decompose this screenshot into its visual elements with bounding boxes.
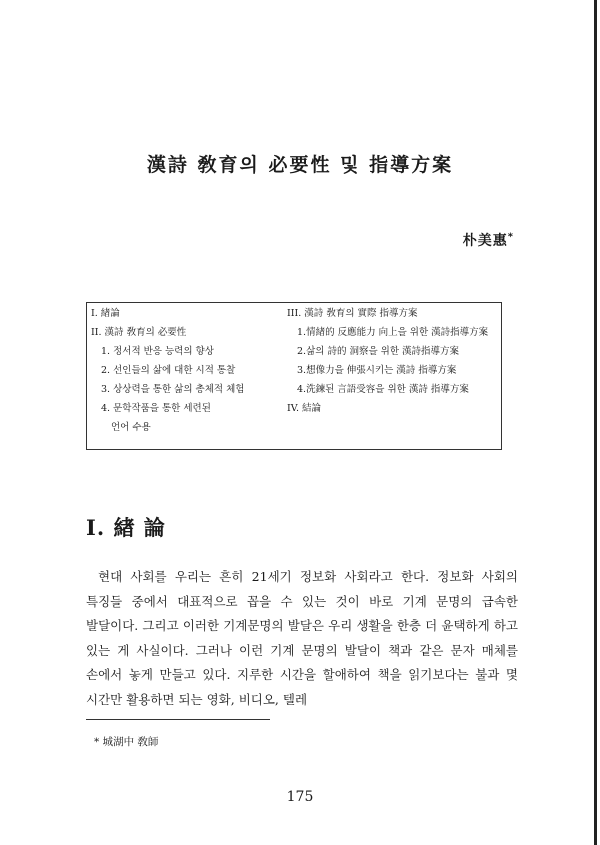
toc-item: 1. 정서적 반응 능력의 향상: [101, 346, 214, 357]
toc-item: 언어 수용: [111, 422, 151, 433]
toc-item: 4. 문학작품을 통한 세련된: [101, 403, 211, 414]
footnote-rule: [86, 719, 270, 720]
toc-item: 2. 선인들의 삶에 대한 시적 통찰: [101, 365, 236, 376]
toc-item: III. 漢詩 敎育의 實際 指導方案: [287, 308, 418, 319]
toc-item: I. 緖論: [91, 308, 120, 319]
page-number: 175: [286, 789, 314, 805]
toc-item: II. 漢詩 敎育의 必要性: [91, 327, 187, 338]
toc-item: 1.情緖的 反應能力 向上을 위한 漢詩指導方案: [297, 327, 489, 338]
toc-item: 4.洗鍊된 言語受容을 위한 漢詩 指導方案: [297, 384, 469, 395]
toc-item: IV. 結論: [287, 403, 321, 414]
toc-item: 3.想像力을 伸張시키는 漢詩 指導方案: [297, 365, 457, 376]
body-paragraph: 현대 사회를 우리는 흔히 21세기 정보화 사회라고 한다. 정보화 사회의 특징들 중에서 대표적으로 꼽을 수 있는 것이 바로 기계 문명의 급속한 발달이다. 그리고 이러한 기계문명의 발달은 우리 생활을 한층 더 윤택하게 하고 있는 게 사실이다. 그러나 이런 기계 문명의 발달이 책과 같은 문자 매체를 손에서 놓게 만들고 있다. 지루한 시간을 할애하여 책을 읽기보다는 불과 몇 시간만 활용하면 되는 영화, 비디오, 텔레: [86, 569, 518, 707]
table-of-contents: [86, 302, 502, 450]
author: [463, 230, 514, 250]
page-title: 漢詩 敎育의 必要性 및 指導方案: [146, 154, 454, 176]
toc-item: 3. 상상력을 통한 삶의 총체적 체험: [101, 384, 245, 395]
author-footnote-mark: *: [507, 231, 514, 243]
toc-item: 2.삶의 詩的 洞察을 위한 漢詩指導方案: [297, 346, 460, 357]
toc-right-column: [287, 304, 501, 418]
section-heading: I. 緖 論: [86, 515, 166, 540]
footnote: * 城湖中 敎師: [94, 736, 159, 748]
toc-left-column: [91, 304, 287, 437]
author-name: 朴美惠: [462, 233, 508, 249]
